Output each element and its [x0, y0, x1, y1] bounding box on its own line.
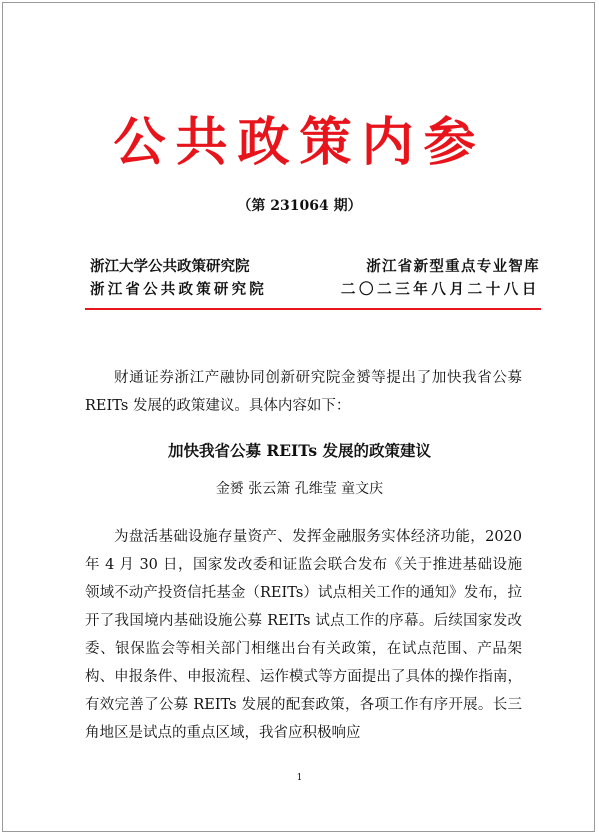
issuer-row-1 — [90, 257, 540, 277]
article-authors: 金赟 张云箫 孔维莹 童文庆 — [215, 481, 384, 497]
issuer-row-2 — [90, 280, 540, 300]
issue-number: （第 231064 期） — [237, 198, 362, 214]
article-paragraph: 为盘活基础设施存量资产、发挥金融服务实体经济功能，2020 年 4 月 30 日，国家发改委和证监会联合发布《关于推进基础设施领域不动产投资信托基金（REITs）试点相关工作的通知》发布，拉开了我国境内基础设施公募 REITs 试点工作的序幕。后续国家发改委、银保监会等相关部门相继出台有关政策，在试点范围、产品架构、申报条件、申报流程、运作模式等方面提出了具体的操作指南，有效完善了公募 REITs 发展的配套政策，各项工作有序开展。长三角地区是试点的重点区域，我省应积极响应 — [85, 529, 522, 741]
issuer-zju-institute: 浙江大学公共政策研究院 — [90, 258, 250, 275]
article-title: 加快我省公募 REITs 发展的政策建议 — [167, 441, 432, 460]
header-divider — [85, 308, 541, 310]
intro-paragraph: 财通证券浙江产融协同创新研究院金赟等提出了加快我省公募 REITs 发展的政策建议。具体内容如下： — [85, 370, 522, 414]
issue-date: 二〇二三年八月二十八日 — [340, 281, 540, 298]
issuer-zhejiang-institute: 浙江省公共政策研究院 — [90, 281, 267, 298]
issuer-think-tank: 浙江省新型重点专业智库 — [366, 258, 540, 275]
page-number: 1 — [296, 773, 303, 783]
masthead-title: 公共政策内参 — [113, 112, 486, 173]
